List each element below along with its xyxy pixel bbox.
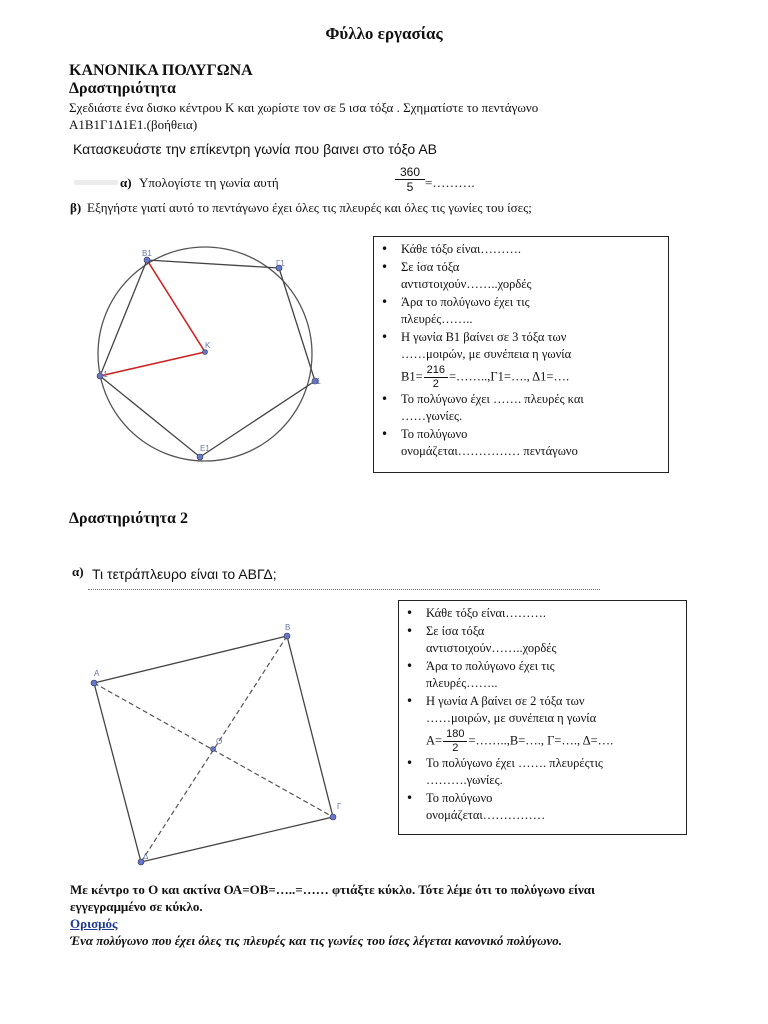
label-g: Γ — [337, 802, 342, 811]
label-k: Κ — [205, 341, 211, 350]
label-b1: Β1 — [142, 249, 152, 258]
circle-construction-line-1: Με κέντρο το Ο και ακτίνα ΟΑ=ΟΒ=…..=…… φτιάξτε κύκλο. Τότε λέμε ότι το πολύγωνο είναι — [70, 882, 596, 897]
label-g1: Γ1 — [276, 259, 285, 268]
list-item: • Κάθε τόξο είναι………. — [401, 241, 668, 259]
list-item: • Άρα το πολύγωνο έχει τις πλευρές…….. — [426, 658, 686, 693]
construct-instruction: Κατασκευάστε την επίκεντρη γωνία που βαινει στο τόξο ΑΒ — [73, 141, 437, 157]
label-d1: Δ1 — [311, 377, 321, 386]
fraction-denominator: 5 — [406, 180, 414, 194]
list-item: • Το πολύγωνο ονομάζεται…………… πεντάγωνο — [401, 426, 668, 461]
label-b: Β — [285, 623, 291, 632]
section-heading: ΚΑΝΟΝΙΚΑ ΠΟΛΥΓΩΝΑ — [69, 62, 253, 79]
list-item: • Σε ίσα τόξα αντιστοιχούν……..χορδές — [401, 259, 668, 294]
fraction-216-2: $\frac{216}{2}$ — [424, 364, 448, 391]
list-item: • Η γωνία Α βαίνει σε 2 τόξα των ……μοιρών, με συνέπεια η γωνία Α= $\frac{180}{2}$ =……..,Β=…., Γ=…., Δ=…. — [426, 693, 686, 755]
list-item: • Η γωνία Β1 βαίνει σε 3 τόξα των ……μοιρών, με συνέπεια η γωνία Β1= $\frac{216}{2}$ =……..,Γ1=…., Δ1=…. — [401, 329, 668, 391]
question-b-label: β) — [70, 200, 82, 215]
label-o: Ο — [216, 737, 223, 746]
question-a-text: Υπολογίστε τη γωνία αυτή — [139, 175, 279, 190]
circle-construction-line-2: εγγεγραμμένο σε κύκλο. — [70, 899, 203, 914]
fraction-numerator: 360 — [395, 165, 425, 180]
list-item: • Το πολύγωνο έχει ……. πλευρές και ……γωνίες. — [401, 391, 668, 426]
instruction-line-2: Α1Β1Γ1Δ1Ε1.(βοήθεια) — [69, 117, 198, 132]
question-2a-text: Τι τετράπλευρο είναι το ΑΒΓΔ; — [92, 566, 277, 582]
fraction-180-2: $\frac{180}{2}$ — [443, 728, 467, 755]
label-a1: Α1 — [98, 370, 108, 379]
fraction-answer-blank: =………. — [425, 175, 475, 190]
list-item: • Κάθε τόξο είναι………. — [426, 605, 686, 623]
definition-heading: Ορισμός — [70, 916, 118, 931]
question-a-label: α) — [120, 175, 132, 190]
square-worksheet-box — [398, 600, 687, 835]
vertex-g — [330, 814, 336, 820]
list-item: • Σε ίσα τόξα αντιστοιχούν……..χορδές — [426, 623, 686, 658]
activity-heading: Δραστηριότητα — [69, 80, 176, 97]
center-o — [211, 747, 216, 752]
vertex-b — [284, 633, 290, 639]
question-b-text: Εξηγήστε γιατί αυτό το πεντάγωνο έχει όλες τις πλευρές και όλες τις γωνίες του ίσες; — [87, 200, 532, 215]
list-item: • Το πολύγωνο έχει ……. πλευρέςτις ……….γωνίες. — [426, 755, 686, 790]
question-2a-label: α) — [72, 564, 84, 579]
label-d: Δ — [143, 852, 149, 861]
list-item: • Το πολύγωνο ονομάζεται…………… — [426, 790, 686, 825]
vertex-a — [91, 680, 97, 686]
page-title: Φύλλο εργασίας — [325, 24, 443, 43]
list-item: • Άρα το πολύγωνο έχει τις πλευρές…….. — [401, 294, 668, 329]
activity-2-heading: Δραστηριότητα 2 — [69, 510, 188, 527]
label-e1: Ε1 — [200, 444, 210, 453]
label-a: Α — [94, 669, 100, 678]
definition-text: Ένα πολύγωνο που έχει όλες τις πλευρές και τις γωνίες του ίσες λέγεται κανονικό πολύγωνο. — [70, 933, 563, 948]
instruction-line-1: Σχεδιάστε ένα δισκο κέντρου Κ και χωρίστε τον σε 5 ισα τόξα . Σχηματίστε το πεντάγωνο — [69, 100, 539, 115]
